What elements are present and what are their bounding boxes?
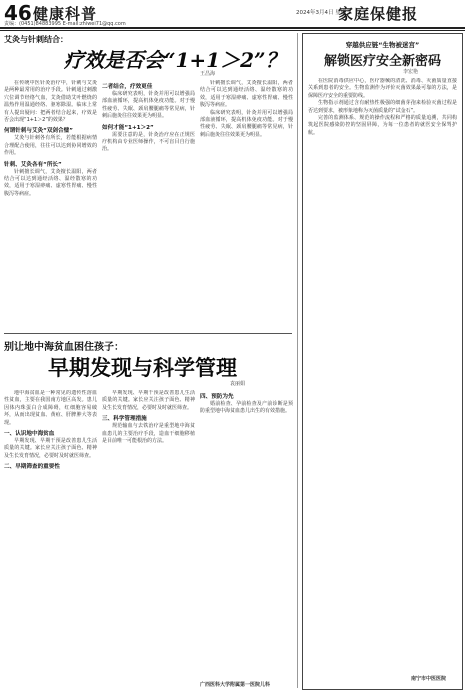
paragraph: 在传统中医针灸治疗中，针刺与艾灸是两种最常用的治疗手段。针刺通过刺激穴位调节经络气血，艾灸借助艾叶燃烧的温热作用温通经络、驱寒除湿。临床上常有人提出疑问：把两者结合起来，疗效是否会出现“1+1＞2”的效果？ [4, 80, 97, 124]
paragraph: 规范输血与去铁治疗是重型地中海贫血患儿的主要治疗手段，造血干细胞移植是目前唯一可能根治的方法。 [102, 423, 195, 445]
paper-name: 家庭保健报 [338, 5, 419, 23]
editors-line: 责编：(0451)84883995 E-mail:zhiwei71@qq.com [4, 21, 126, 27]
subhead: 一、认识地中海贫血 [4, 431, 55, 438]
footer-credit: 广西医科大学附属第一医院儿科 [200, 682, 271, 688]
article-headline: 解锁医疗安全新密码 [323, 54, 441, 69]
article-sterilization-box [302, 33, 463, 690]
date-line: 2024年3月4日 星期三 [296, 10, 352, 16]
subhead: 如何才能“1+1＞2” [102, 124, 154, 131]
header-rule-thin [0, 30, 465, 31]
section-title: 健康科普 [33, 5, 98, 23]
article-byline: 王昌海 [200, 71, 216, 77]
page-number: 46 [4, 1, 32, 25]
article-headline: 早期发现与科学管理 [48, 355, 237, 380]
article-kicker: 艾灸与针刺结合： [4, 35, 68, 44]
article-thalassemia [4, 338, 294, 690]
paragraph: 生物指示剂通过含有耐热性极强的细菌芽孢来检验灭菌过程是否达到要求，被形象地称为灭菌质量的“试金石”。 [308, 100, 457, 114]
article-body [308, 78, 457, 674]
article-column-2 [102, 80, 195, 328]
subhead: 针刺、艾灸各有“所长” [4, 161, 62, 168]
subhead: 二者结合，疗效更佳 [102, 84, 153, 90]
article-column-3 [200, 80, 293, 328]
article-headline: 疗效是否会“1+1＞2”？ [64, 48, 286, 72]
paragraph: 婚前检查、孕前检查及产前诊断是预防重型地中海贫血患儿出生的有效措施。 [200, 401, 293, 415]
paragraph: 完善的监测体系、规范的操作流程和严格的质量追溯，共同构筑起医院感染防控的坚固屏障，为每一位患者的就医安全保驾护航。 [308, 115, 457, 136]
article-column-3 [200, 390, 293, 680]
subhead: 何谓针刺与艾灸“双剑合璧” [4, 128, 73, 135]
paragraph: 地中海贫血是一种常见的遗传性溶血性贫血，主要在我国南方地区高发。患儿因体内珠蛋白合成障碍，红细胞容易破坏，从而出现贫血、黄疸、肝脾肿大等表现。 [4, 390, 97, 426]
page-header [0, 0, 465, 28]
footer-credit: 南宁市中医医院 [411, 676, 447, 682]
article-column-2 [102, 390, 195, 688]
paragraph: 早期发现、早期干预是改善患儿生活质量的关键。家长应关注孩子面色、精神及生长发育情况，必要时及时就医筛查。 [4, 438, 97, 459]
paragraph: 临床研究表明，针灸并用可以增强局部血液循环，提高机体免疫功能。对于慢性疲劳、失眠、颈肩腰腿痛等常见病，针刺后施灸往往效果更为明显。 [200, 109, 293, 138]
subhead: 四、预防为先 [200, 394, 234, 400]
paragraph: 临床研究表明，针灸并用可以增强局部血液循环，提高机体免疫功能。对于慢性疲劳、失眠、颈肩腰腿痛等常见病，针刺后施灸往往效果更为明显。 [102, 91, 195, 120]
article-kicker: 别让地中海贫血困住孩子： [4, 342, 124, 353]
paragraph: 艾灸与针刺各有所长，若能根据病情合理配合使用，往往可以达到协同增效的作用。 [4, 135, 97, 157]
column-divider [297, 33, 298, 688]
article-column-1 [4, 390, 97, 688]
article-kicker: 穿越供应链“生物被迷宫” [345, 41, 420, 49]
article-acupuncture [4, 34, 294, 330]
header-rule [0, 27, 465, 29]
paragraph: 早期发现、早期干预是改善患儿生活质量的关键。家长应关注孩子面色、精神及生长发育情况，必要时及时就医筛查。 [102, 390, 195, 411]
article-column-1 [4, 80, 97, 328]
paragraph: 针刺擅长调气，艾灸擅长温阳，两者结合可以达到通经活络、温经散寒的功效，适用于寒湿痹痛、虚寒性胃痛、慢性腹泻等病症。 [4, 168, 97, 197]
paragraph: 针刺擅长调气，艾灸擅长温阳，两者结合可以达到通经活络、温经散寒的功效，适用于寒湿痹痛、虚寒性胃痛、慢性腹泻等病症。 [200, 80, 293, 109]
paragraph: 需要注意的是，针灸治疗应在正规医疗机构由专业医师操作，不可盲目自行施治。 [102, 131, 195, 153]
article-divider [4, 333, 292, 334]
paragraph: 在医院消毒供应中心，医疗器械的清洗、消毒、灭菌质量直接关系到患者的安全。生物监测作为评价灭菌效果最可靠的方法，是保障医疗安全的重要防线。 [308, 78, 457, 99]
article-byline: 袁丽娟 [230, 381, 246, 387]
subhead: 三、科学管理措施 [102, 416, 147, 423]
article-byline: 李宏艳 [403, 69, 419, 75]
subhead: 二、早期筛查的重要性 [4, 464, 60, 471]
